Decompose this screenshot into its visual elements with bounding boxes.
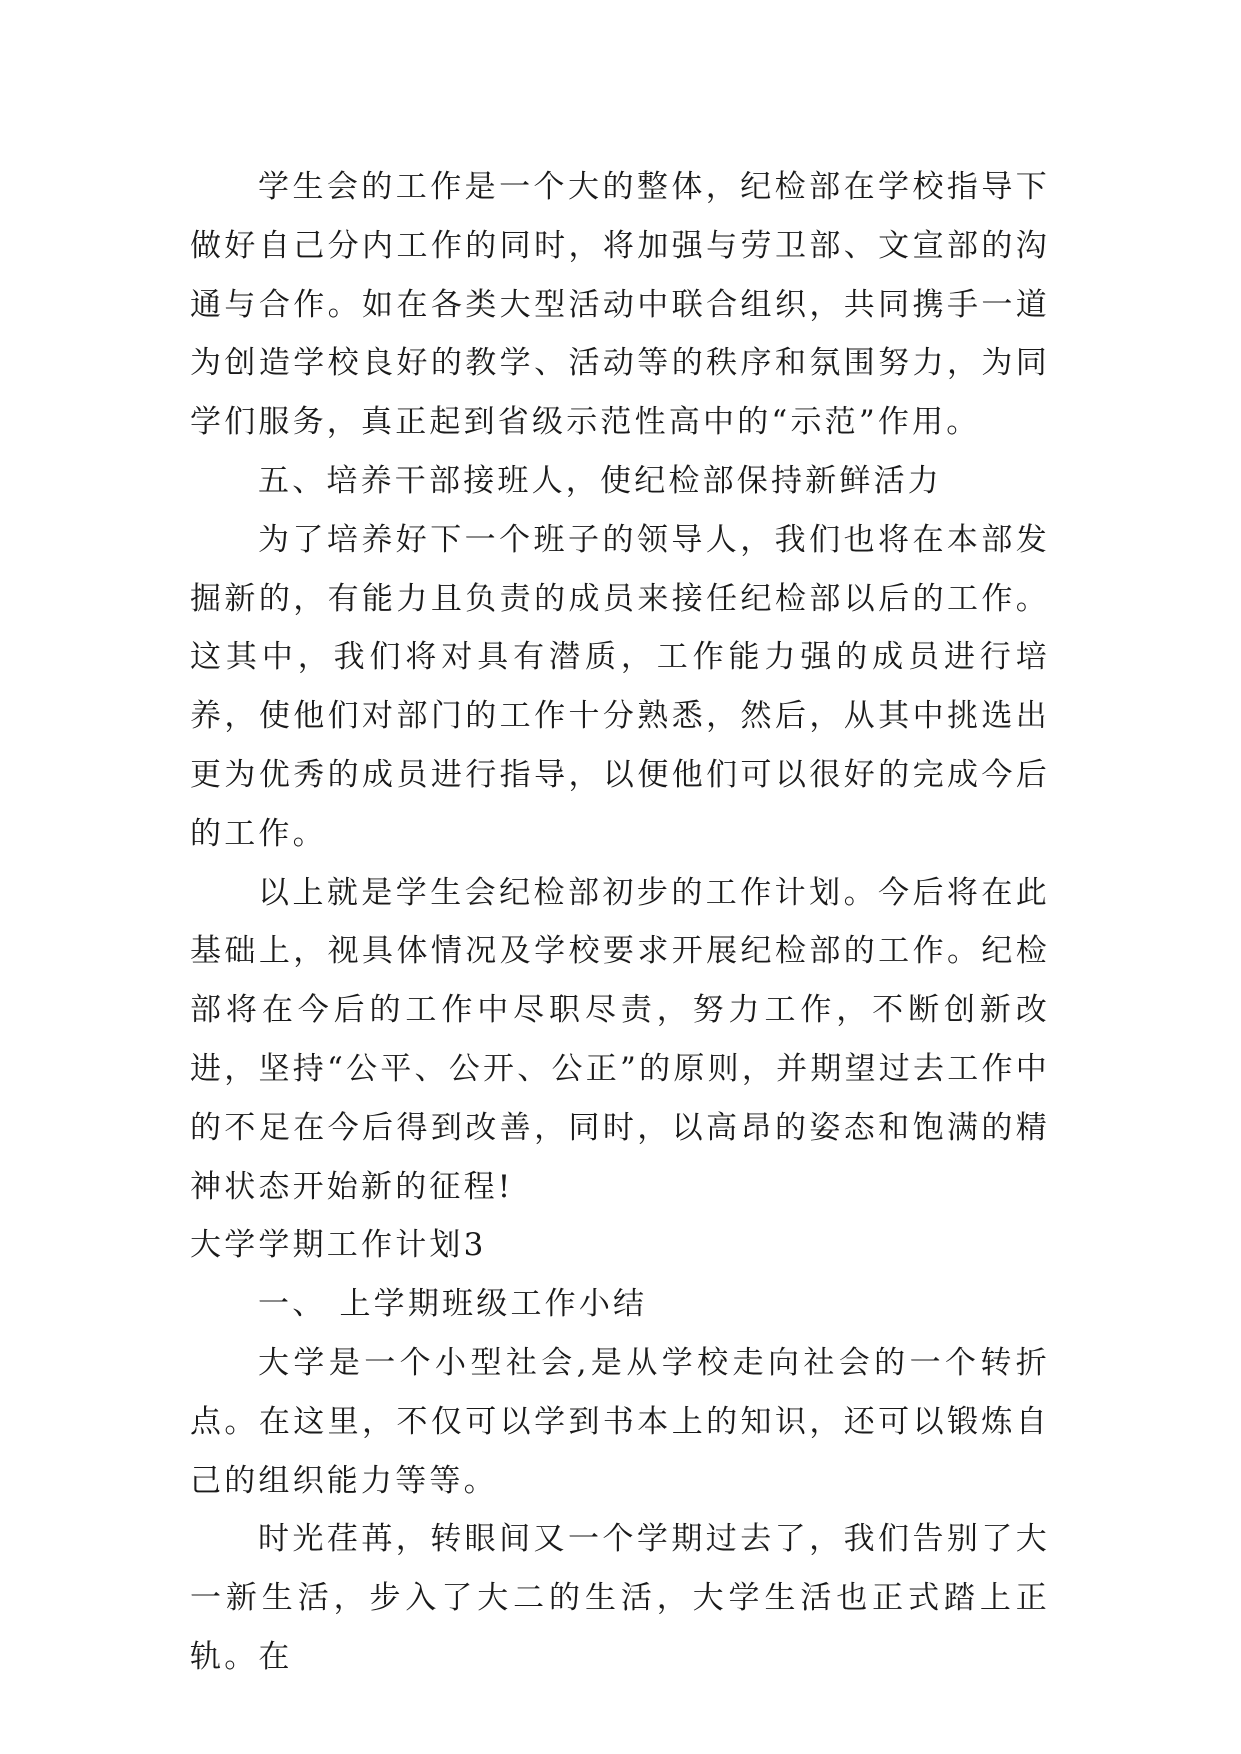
section-heading-five: 五、培养干部接班人，使纪检部保持新鲜活力 [258, 462, 942, 499]
paragraph-university-society: 大学是一个小型社会,是从学校走向社会的一个转折点。在这里，不仅可以学到书本上的知识，还可以锻炼自己的组织能力等等。 [190, 1344, 1050, 1499]
paragraph-time-flies: 时光荏苒，转眼间又一个学期过去了，我们告别了大一新生活，步入了大二的生活，大学生活也正式踏上正轨。在 [190, 1521, 1050, 1675]
paragraph-successors: 为了培养好下一个班子的领导人，我们也将在本部发掘新的，有能力且负责的成员来接任纪检部以后的工作。这其中，我们将对具有潜质，工作能力强的成员进行培养，使他们对部门的工作十分熟悉，然后，从其中挑选出更为优秀的成员进行指导，以便他们可以很好的完成今后的工作。 [190, 521, 1051, 852]
section-heading-one: 一、 上学期班级工作小结 [258, 1286, 648, 1323]
document-title-plan-3: 大学学期工作计划3 [190, 1227, 487, 1264]
document-body [190, 158, 1050, 1687]
paragraph-cooperation: 学生会的工作是一个大的整体，纪检部在学校指导下做好自己分内工作的同时，将加强与劳卫部、文宣部的沟通与合作。如在各类大型活动中联合组织，共同携手一道为创造学校良好的教学、活动等的秩序和氛围努力，为同学们服务，真正起到省级示范性高中的“示范”作用。 [190, 169, 1050, 441]
paragraph-conclusion: 以上就是学生会纪检部初步的工作计划。今后将在此基础上，视具体情况及学校要求开展纪检部的工作。纪检部将在今后的工作中尽职尽责，努力工作，不断创新改进，坚持“公平、公开、公正”的原则，并期望过去工作中的不足在今后得到改善，同时，以高昂的姿态和饱满的精神状态开始新的征程! [190, 874, 1050, 1205]
